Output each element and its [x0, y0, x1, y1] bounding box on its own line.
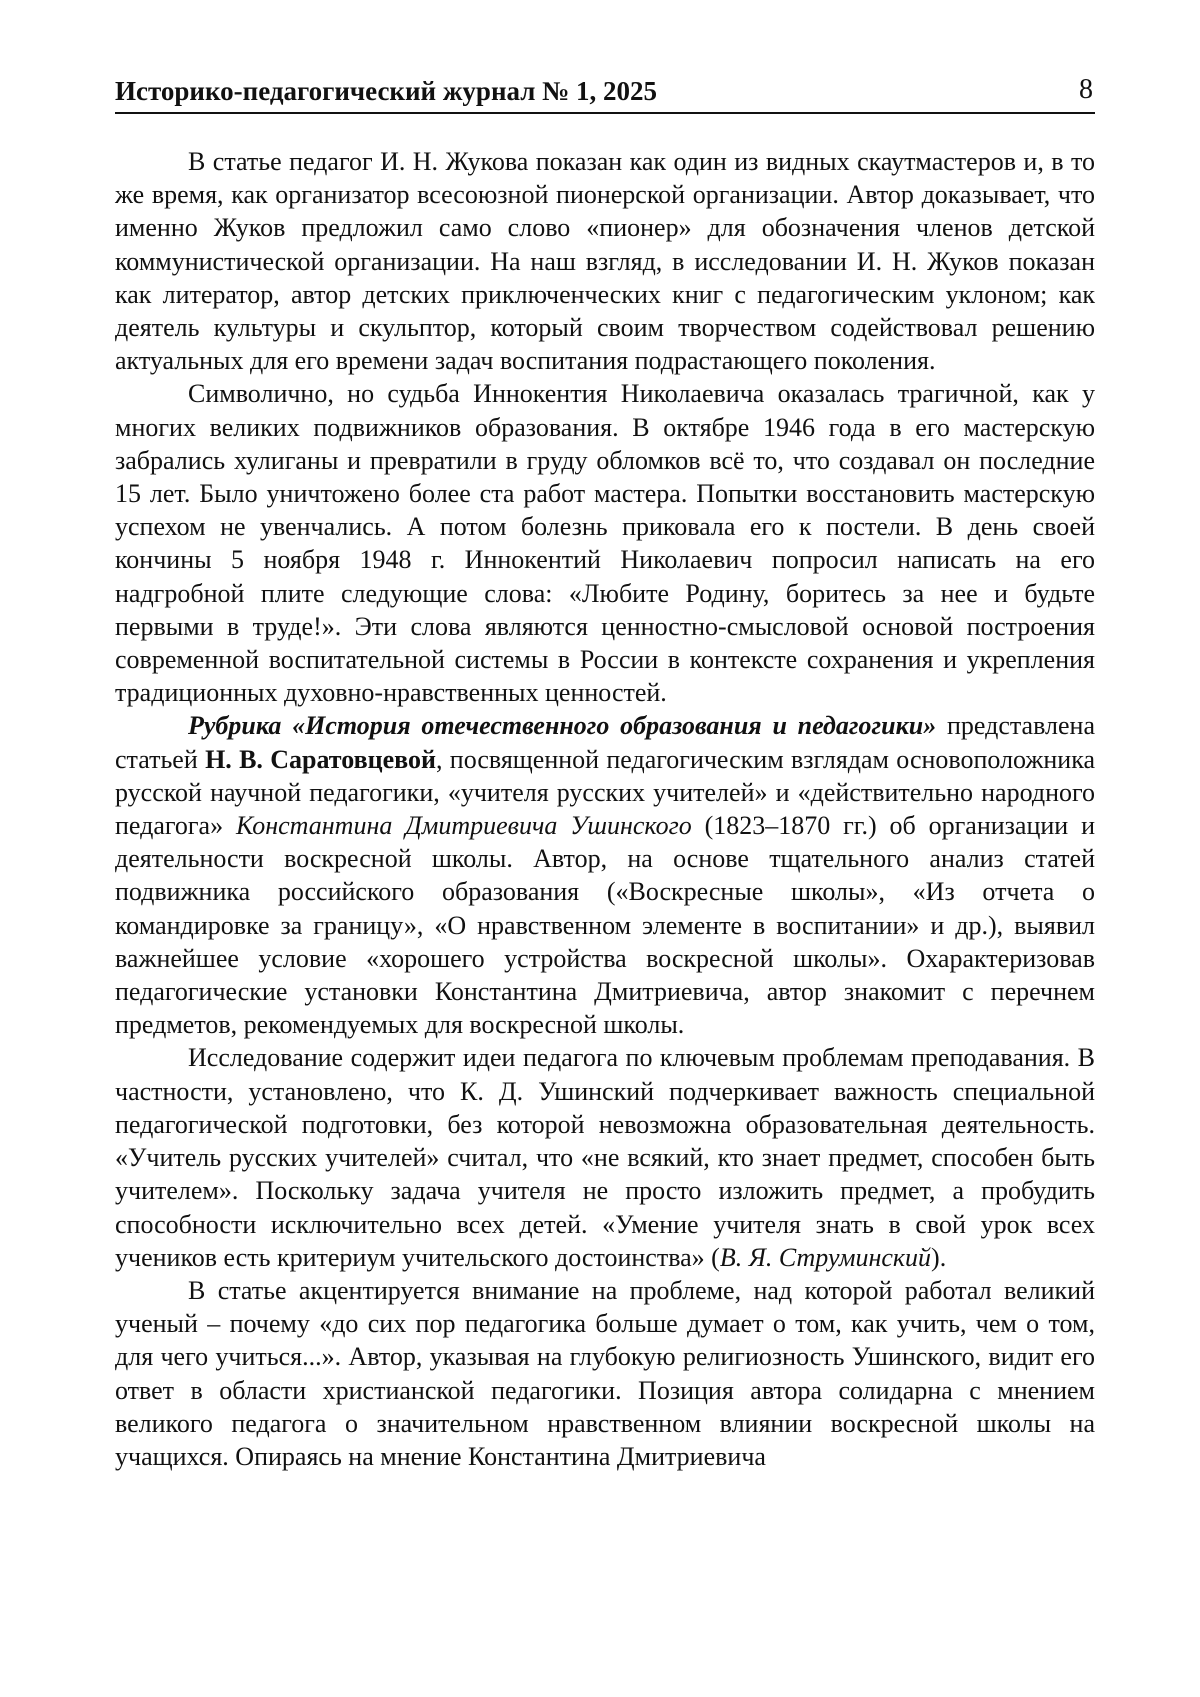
paragraph-fate	[115, 377, 1095, 709]
paragraph-text: ).	[931, 1242, 947, 1272]
person-name: Константина Дмитриевича Ушинского	[235, 811, 692, 841]
paragraph-text: представлена статьей	[115, 711, 1095, 774]
paragraph-emphasis	[115, 1274, 1095, 1473]
paragraph-text: В статье педагог И. Н. Жукова показан как один из видных скаутмастеров и, в то же время, как организатор всесоюзной пионерской организации. Автор доказывает, что именно Жуков предложил само слово «пионер» для обозначения членов детской коммунистической организации. На наш взгляд, в исследовании И. Н. Жуков показан как литератор, автор детских приключенческих книг с педагогическим уклоном; как деятель культуры и скульптор, который своим творчеством содействовал решению актуальных для его времени задач воспитания подрастающего поколения.	[115, 147, 1095, 376]
page-number: 8	[1079, 74, 1093, 105]
journal-title: Историко-педагогический журнал № 1, 2025	[115, 76, 658, 106]
paragraph-text: , посвященной педагогическим взглядам основоположника русской научной педагогики, «учителя русских учителей» и «действительно народного педагога»	[115, 744, 1095, 841]
cited-author: В. Я. Струминский	[719, 1242, 932, 1272]
rubric-title: Рубрика «История отечественного образования и педагогики»	[188, 711, 937, 741]
article-author: Н. В. Саратовцевой	[205, 744, 436, 774]
paragraph-research	[115, 1041, 1095, 1273]
page-header	[115, 72, 1095, 114]
paragraph-rubric	[115, 709, 1095, 1041]
paragraph-text: Символично, но судьба Иннокентия Николаевича оказалась трагичной, как у многих великих подвижников образования. В октябре 1946 года в его мастерскую забрались хулиганы и превратили в груду обломков всё то, что создавал он последние 15 лет. Было уничтожено более ста работ мастера. Попытки восстановить мастерскую успехом не увенчались. А потом болезнь приковала его к постели. В день своей кончины 5 ноября 1948 г. Иннокентий Николаевич попросил написать на его надгробной плите следующие слова: «Любите Родину, боритесь за нее и будьте первыми в труде!». Эти слова являются ценностно-смысловой основой построения современной воспитательной системы в России в контексте сохранения и укрепления традиционных духовно-нравственных ценностей.	[115, 379, 1095, 708]
paragraph-text: Исследование содержит идеи педагога по ключевым проблемам преподавания. В частности, установлено, что К. Д. Ушинский подчеркивает важность специальной педагогической подготовки, без которой невозможна образовательная деятельность. «Учитель русских учителей» считал, что «не всякий, кто знает предмет, способен быть учителем». Поскольку задача учителя не просто изложить предмет, а пробудить способности исключительно всех детей. «Умение учителя знать в свой урок всех учеников есть критериум учительского достоинства» (	[115, 1043, 1095, 1272]
article-body	[115, 145, 1095, 1473]
paragraph-text: (1823–1870 гг.) об организации и деятельности воскресной школы. Автор, на основе тщательного анализ статей подвижника российского образования («Воскресные школы», «Из отчета о командировке за границу», «О нравственном элементе в воспитании» и др.), выявил важнейшее условие «хорошего устройства воскресной школы». Охарактеризовав педагогические установки Константина Дмитриевича, автор знакомит с перечнем предметов, рекомендуемых для воскресной школы.	[115, 811, 1095, 1040]
paragraph-zhukov	[115, 145, 1095, 377]
paragraph-text: В статье акцентируется внимание на проблеме, над которой работал великий ученый – почему «до сих пор педагогика больше думает о том, как учить, чем о том, для чего учиться...». Автор, указывая на глубокую религиозность Ушинского, видит его ответ в области христианской педагогики. Позиция автора солидарна с мнением великого педагога о значительном нравственном влиянии воскресной школы на учащихся. Опираясь на мнение Константина Дмитриевича	[115, 1275, 1095, 1471]
